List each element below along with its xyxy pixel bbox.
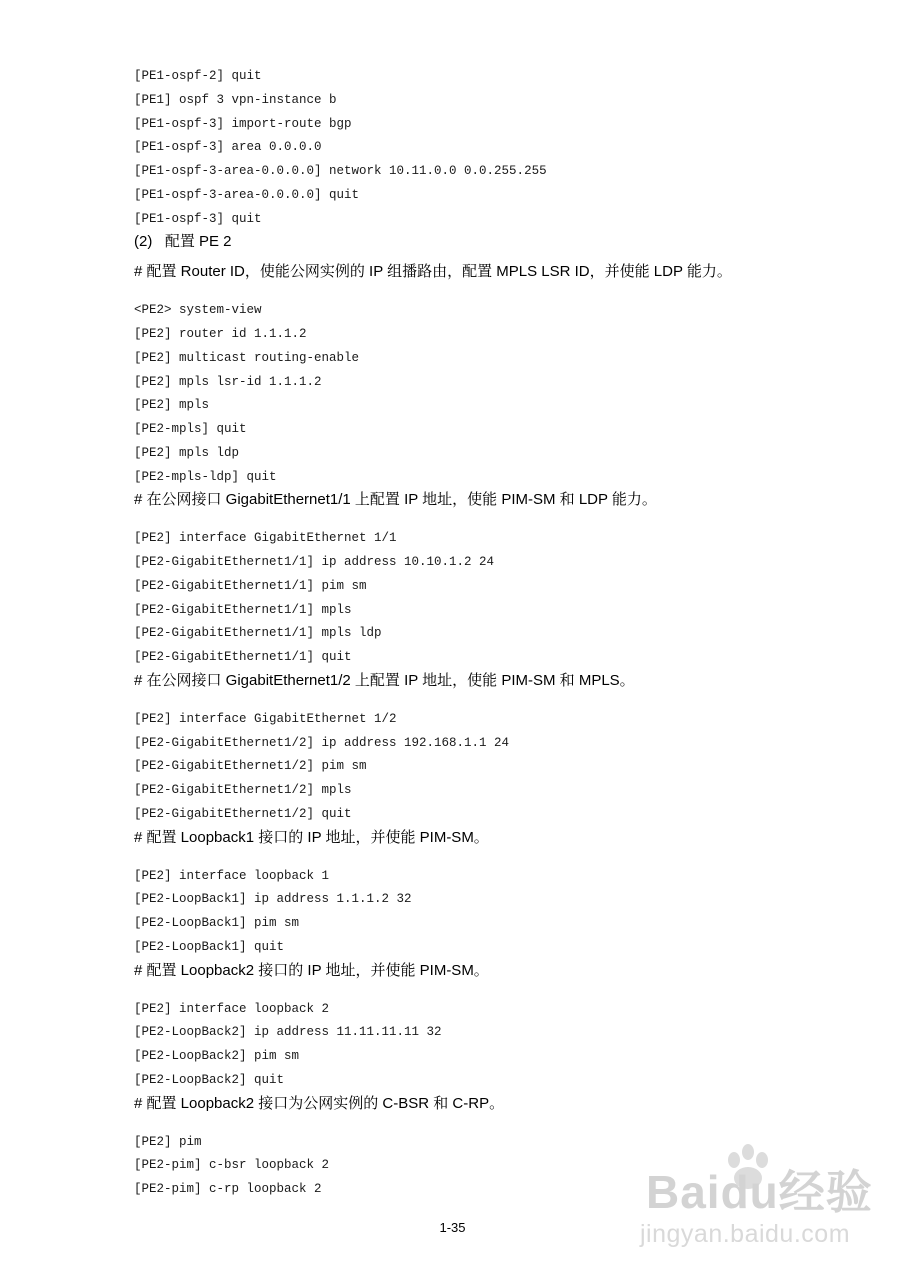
- section-heading: (2) 配置 PE 2: [134, 233, 232, 251]
- code-line: [PE2-LoopBack1] quit: [134, 939, 285, 954]
- code-line: [PE2-pim] c-bsr loopback 2: [134, 1158, 330, 1173]
- code-line: [PE1-ospf-3-area-0.0.0.0] quit: [134, 187, 360, 202]
- code-line: [PE2] mpls ldp: [134, 445, 240, 460]
- code-line: [PE1-ospf-3] quit: [134, 211, 262, 226]
- instruction-line: # 配置 Loopback2 接口为公网实例的 C-BSR 和 C-RP。: [134, 1094, 505, 1112]
- code-line: [PE2-GigabitEthernet1/2] mpls: [134, 783, 352, 797]
- code-line: [PE2-GigabitEthernet1/2] pim sm: [134, 759, 367, 774]
- watermark-url: jingyan.baidu.com: [640, 1220, 851, 1248]
- code-line: [PE2] pim: [134, 1134, 202, 1149]
- code-line: [PE2-LoopBack2] quit: [134, 1072, 285, 1087]
- watermark-logo-text: Baidu经验: [646, 1166, 873, 1218]
- code-line: [PE2] interface loopback 1: [134, 868, 330, 883]
- code-line: [PE2] mpls: [134, 398, 210, 413]
- code-line: [PE2-LoopBack1] ip address 1.1.1.2 32: [134, 892, 412, 907]
- code-line: [PE1-ospf-3] import-route bgp: [134, 116, 352, 131]
- code-line: [PE2-LoopBack2] pim sm: [134, 1049, 300, 1063]
- code-line: [PE2-GigabitEthernet1/1] quit: [134, 650, 352, 664]
- code-line: [PE2] multicast routing-enable: [134, 350, 360, 365]
- instruction-line: # 配置 Loopback1 接口的 IP 地址，并使能 PIM-SM。: [134, 828, 489, 846]
- code-line: [PE2-GigabitEthernet1/1] mpls ldp: [134, 626, 382, 641]
- code-line: [PE2] interface GigabitEthernet 1/1: [134, 531, 397, 546]
- code-line: [PE1] ospf 3 vpn-instance b: [134, 92, 337, 107]
- code-line: [PE2] interface loopback 2: [134, 1001, 330, 1016]
- instruction-line: # 配置 Router ID，使能公网实例的 IP 组播路由，配置 MPLS LSR ID，并使能 LDP 能力。: [134, 263, 732, 281]
- instruction-line: # 在公网接口 GigabitEthernet1/2 上配置 IP 地址，使能 PIM-SM 和 MPLS。: [134, 671, 635, 689]
- code-line: [PE2] mpls lsr-id 1.1.1.2: [134, 374, 322, 389]
- code-line: [PE2-GigabitEthernet1/2] quit: [134, 806, 352, 821]
- code-line: [PE2-GigabitEthernet1/2] ip address 192.168.1.1 24: [134, 735, 510, 750]
- code-line: [PE2-GigabitEthernet1/1] mpls: [134, 602, 352, 617]
- code-line: [PE2-LoopBack1] pim sm: [134, 916, 300, 930]
- code-line: [PE1-ospf-3-area-0.0.0.0] network 10.11.0.0 0.0.255.255: [134, 164, 547, 178]
- baidu-watermark: [640, 1140, 890, 1265]
- code-line: [PE2-GigabitEthernet1/1] pim sm: [134, 578, 367, 593]
- code-line: [PE1-ospf-2] quit: [134, 69, 262, 83]
- instruction-line: # 在公网接口 GigabitEthernet1/1 上配置 IP 地址，使能 PIM-SM 和 LDP 能力。: [134, 491, 657, 509]
- code-line: <PE2> system-view: [134, 303, 262, 318]
- page-number: 1-35: [439, 1220, 466, 1235]
- code-line: [PE2] router id 1.1.1.2: [134, 327, 307, 341]
- code-line: [PE2-LoopBack2] ip address 11.11.11.11 32: [134, 1025, 442, 1040]
- instruction-line: # 配置 Loopback2 接口的 IP 地址，并使能 PIM-SM。: [134, 961, 489, 979]
- code-line: [PE2-pim] c-rp loopback 2: [134, 1182, 322, 1196]
- code-line: [PE2-mpls-ldp] quit: [134, 469, 277, 484]
- code-line: [PE2-mpls] quit: [134, 422, 247, 436]
- code-line: [PE2-GigabitEthernet1/1] ip address 10.10.1.2 24: [134, 555, 495, 569]
- code-line: [PE1-ospf-3] area 0.0.0.0: [134, 140, 322, 155]
- code-line: [PE2] interface GigabitEthernet 1/2: [134, 711, 397, 726]
